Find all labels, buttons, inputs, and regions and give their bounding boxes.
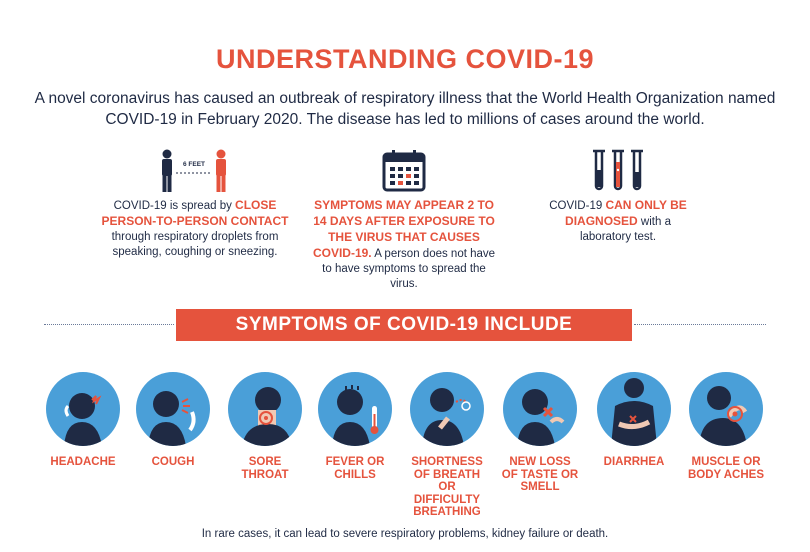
footer-note: In rare cases, it can lead to severe respiratory problems, kidney failure or death. [201,528,609,540]
fact-highlight: CAN ONLY BE DIAGNOSED [565,198,687,228]
loss-of-taste-icon [503,372,577,446]
distance-label: 6 FEET [182,161,206,168]
symptom-label: FEVER OR CHILLS [325,456,385,481]
calendar-icon [381,148,427,194]
fact-text-pre: COVID-19 is spread by [113,200,232,212]
divider-right [634,324,766,325]
symptom-shortness-of-breath [407,372,487,519]
sore-throat-icon [228,372,302,446]
symptom-body-aches [686,372,766,481]
fact-text-post: A person does not have to have symptoms to spread the virus. [322,248,496,290]
six-feet-distance-icon [155,148,235,194]
fact-text-post: through respiratory droplets from speaking, coughing or sneezing. [111,231,279,258]
symptom-label: NEW LOSS OF TASTE OR SMELL [501,456,579,493]
symptom-label: HEADACHE [50,456,116,468]
cough-icon [136,372,210,446]
symptom-headache [43,372,123,469]
shortness-of-breath-icon [410,372,484,446]
symptom-label: SORE THROAT [241,456,289,481]
symptoms-banner: SYMPTOMS OF COVID-19 INCLUDE [176,309,632,341]
symptom-label: COUGH [151,456,195,468]
headache-icon [46,372,120,446]
fact-text-pre: COVID-19 [549,200,603,212]
symptom-label: SHORTNESS OF BREATH OR DIFFICULTY BREATHING [411,456,483,518]
divider-left [44,324,174,325]
symptom-loss-of-taste [500,372,580,494]
symptom-diarrhea [594,372,674,469]
symptom-label: DIARRHEA [603,456,665,468]
body-aches-icon [689,372,763,446]
test-tubes-icon [589,148,647,194]
fact-diagnosis [538,148,698,245]
fever-icon [318,372,392,446]
symptom-fever [315,372,395,481]
fact-highlight: SYMPTOMS MAY APPEAR 2 TO 14 DAYS AFTER EXPOSURE TO THE VIRUS THAT CAUSES COVID-19. [312,198,495,260]
intro-paragraph: A novel coronavirus has caused an outbreak of respiratory illness that the World Health Organization named COVID-19 in February 2020. The disease has led to millions of cases around the world. [34,90,776,128]
symptom-cough [133,372,213,469]
fact-text-post: with a laboratory test. [579,216,671,243]
page-title: UNDERSTANDING COVID-19 [215,44,595,74]
symptom-sore-throat [225,372,305,481]
fact-transmission [100,148,290,260]
fact-incubation [311,148,497,292]
symptom-label: MUSCLE OR BODY ACHES [687,456,765,481]
diarrhea-icon [597,372,671,446]
fact-highlight: CLOSE PERSON-TO-PERSON CONTACT [101,198,289,228]
